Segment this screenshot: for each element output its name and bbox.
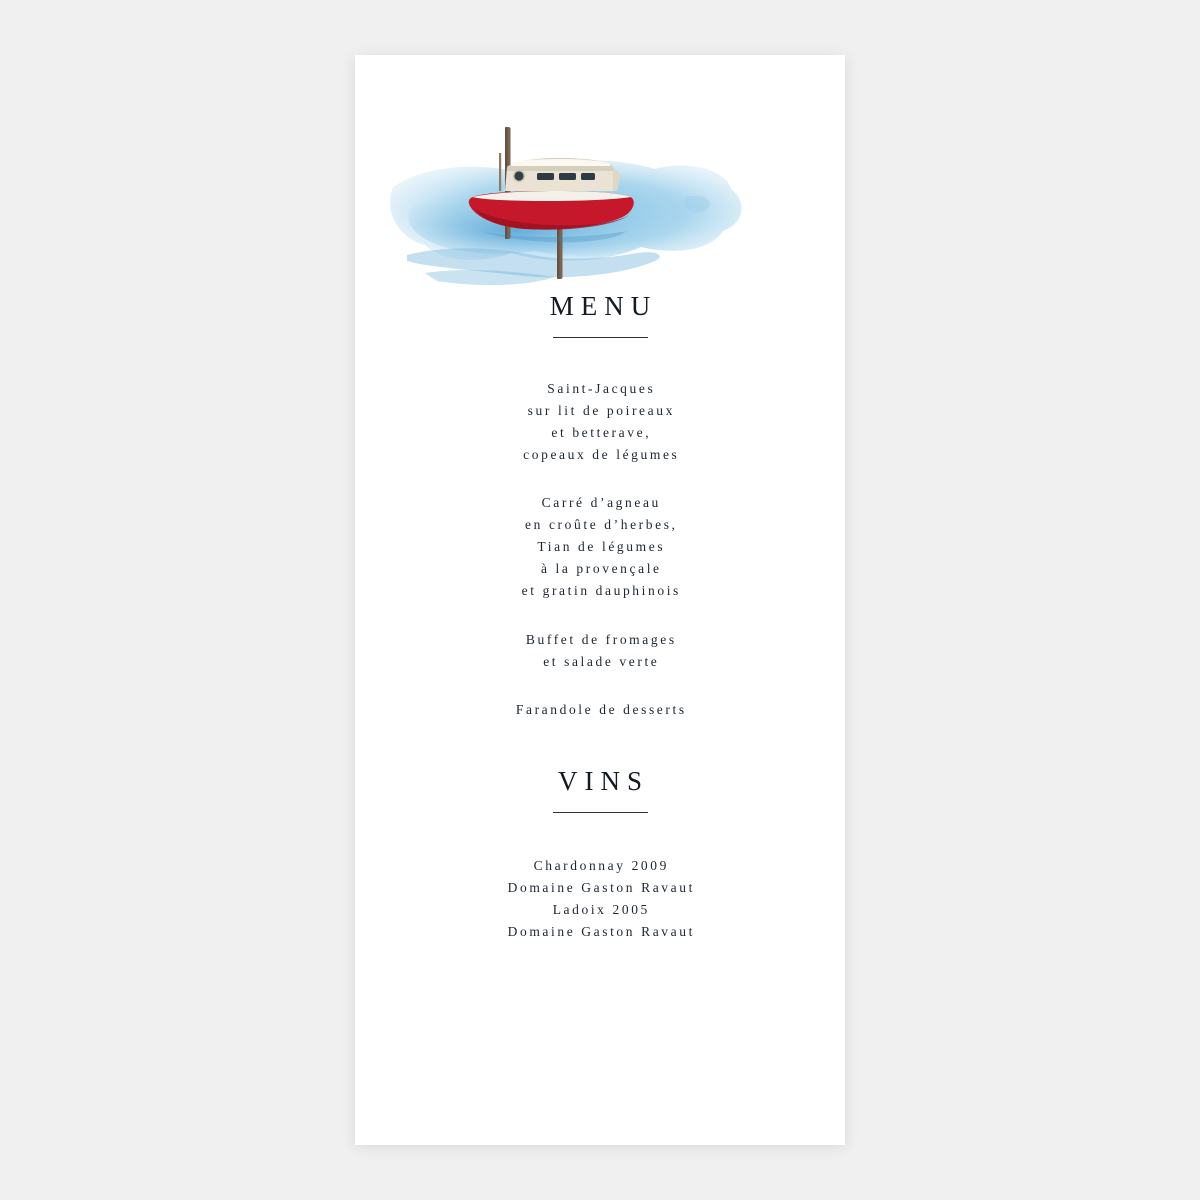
course-line: Carré d’agneau <box>541 495 661 511</box>
menu-card <box>355 55 845 1145</box>
course-line: et salade verte <box>543 653 660 669</box>
course-line: copeaux de légumes <box>523 446 680 462</box>
menu-content <box>355 293 845 943</box>
course-line: Buffet de fromages <box>525 631 677 647</box>
wines-list <box>355 855 845 942</box>
course-line: Farandole de desserts <box>515 702 687 718</box>
boat-illustration-svg <box>355 105 845 320</box>
course-line: en croûte d’herbes, <box>525 517 678 533</box>
course-item <box>355 699 845 721</box>
title-divider <box>553 337 648 338</box>
course-line: Tian de légumes <box>537 539 666 555</box>
wine-line: Domaine Gaston Ravaut <box>507 880 695 896</box>
course-item <box>355 492 845 601</box>
wines-divider <box>553 812 648 813</box>
course-line: et gratin dauphinois <box>521 582 681 598</box>
wine-line: Domaine Gaston Ravaut <box>507 923 695 939</box>
course-line: sur lit de poireaux <box>527 402 675 418</box>
course-line: Saint-Jacques <box>547 381 656 396</box>
wines-title: VINS <box>557 766 649 797</box>
course-item <box>355 378 845 465</box>
wine-line: Ladoix 2005 <box>552 902 650 918</box>
wine-line: Chardonnay 2009 <box>533 858 669 874</box>
page-title: MENU <box>549 291 658 321</box>
course-line: à la provençale <box>540 561 662 577</box>
courses-list <box>355 378 845 721</box>
boat-illustration <box>355 105 845 320</box>
course-line: et betterave, <box>551 424 652 440</box>
course-item <box>355 629 845 673</box>
wines-section <box>355 768 845 942</box>
